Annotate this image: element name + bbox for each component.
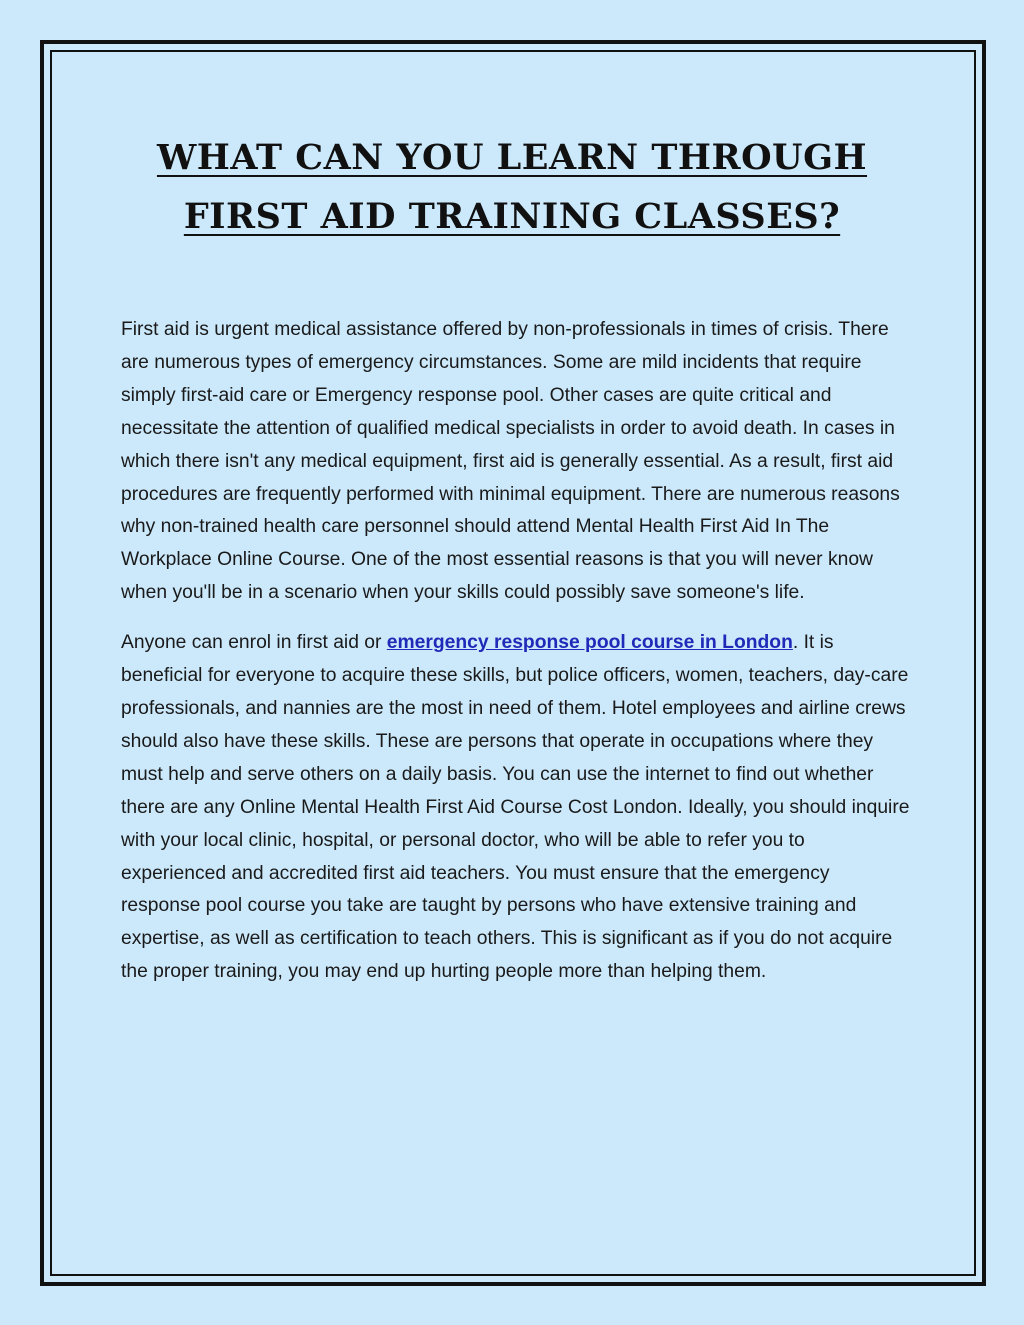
paragraph-2-text-end: . It is beneficial for everyone to acquire these skills, but police officers, women, teachers, day-care professionals, and nannies are the most in need of them. Hotel employees and airline crews should also have these skills. These are persons that operate in occupations where they must help and serve others on a daily basis. You can use the internet to find out whether there are any Online Mental Health First Aid Course Cost London. Ideally, you should inquire with your local clinic, hospital, or personal doctor, who will be able to refer you to experienced and accredited first aid teachers. You must ensure that the emergency response pool course you take are taught by persons who have extensive training and expertise, as well as certification to teach others. This is significant as if you do not acquire the proper training, you may end up hurting people more than helping them. <box>121 632 910 983</box>
paragraph-2-text-start: Anyone can enrol in first aid or <box>121 632 387 654</box>
paragraph-2 <box>121 627 911 989</box>
title-line-2: FIRST AID TRAINING CLASSES? <box>183 196 841 237</box>
course-link[interactable]: emergency response pool course in London <box>386 632 793 654</box>
paragraph-1: First aid is urgent medical assistance offered by non-professionals in times of crisis. There are numerous types of emergency circumstances. Some are mild incidents that require simply first-aid care or Emergency response pool. Other cases are quite critical and necessitate the attention of qualified medical specialists in order to avoid death. In cases in which there isn't any medical equipment, first aid is generally essential. As a result, first aid procedures are frequently performed with minimal equipment. There are numerous reasons why non-trained health care personnel should attend Mental Health First Aid In The Workplace Online Course. One of the most essential reasons is that you will never know when you'll be in a scenario when your skills could possibly save someone's life. <box>121 319 900 604</box>
title-line-1: WHAT CAN YOU LEARN THROUGH <box>156 137 868 178</box>
document-title <box>60 128 964 246</box>
document-body <box>121 314 911 1006</box>
